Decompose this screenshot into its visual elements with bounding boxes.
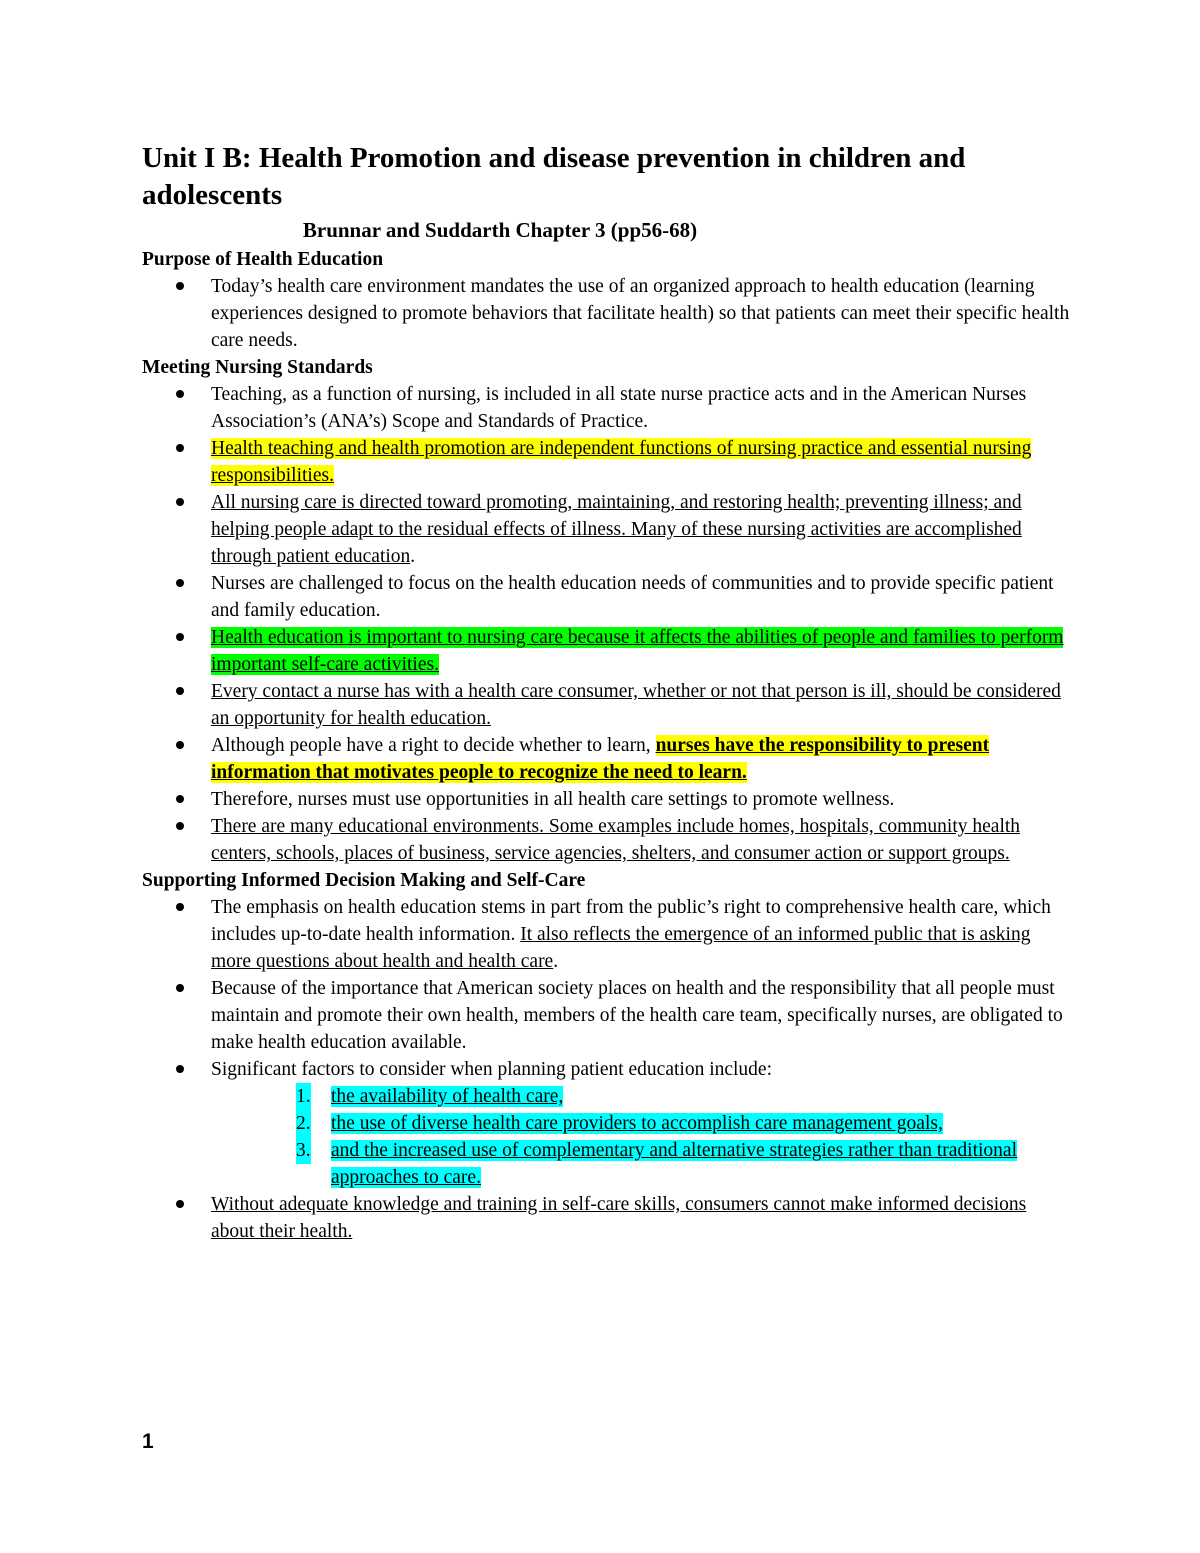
bullet-text: Therefore, nurses must use opportunities in all health care settings to promote wellness. xyxy=(211,789,895,810)
highlighted-bold-text: nurses have the responsibility to present information that motivates people to recognize the need to learn. xyxy=(211,735,990,783)
document-title: Unit I B: Health Promotion and disease prevention in children and adolescents xyxy=(142,142,966,211)
document-body xyxy=(142,246,1072,1245)
list-item xyxy=(142,570,1072,624)
list-item xyxy=(142,1137,1072,1191)
list-item xyxy=(142,273,1072,354)
list-item xyxy=(142,1083,1072,1110)
list-item xyxy=(142,1191,1072,1245)
purpose-list xyxy=(142,273,1072,354)
list-number: 3. xyxy=(296,1137,311,1164)
highlighted-text: the availability of health care, xyxy=(331,1086,564,1107)
underlined-text: There are many educational environments. Some examples include homes, hospitals, community health centers, schools, places of business, service agencies, shelters, and consumer action or support groups. xyxy=(211,816,1021,864)
list-item xyxy=(142,732,1072,786)
decision-list-continued xyxy=(142,1191,1072,1245)
bullet-text: Today’s health care environment mandates the use of an organized approach to health education (learning experiences designed to promote behaviors that facilitate health) so that patients can meet their specific health care needs. xyxy=(211,276,1070,351)
list-item xyxy=(142,624,1072,678)
highlighted-text: Health education is important to nursing care because it affects the abilities of people and families to perform important self-care activities. xyxy=(211,627,1064,675)
highlighted-text: the use of diverse health care providers to accomplish care management goals, xyxy=(331,1113,943,1134)
section-heading-decision-making: Supporting Informed Decision Making and Self-Care xyxy=(142,870,586,891)
list-item xyxy=(142,381,1072,435)
page-number: 1 xyxy=(142,1430,154,1453)
highlighted-text: and the increased use of complementary and alternative strategies rather than traditional approaches to care. xyxy=(331,1140,1018,1188)
list-item xyxy=(142,435,1072,489)
section-heading-standards: Meeting Nursing Standards xyxy=(142,357,373,378)
bullet-text: Nurses are challenged to focus on the health education needs of communities and to provide specific patient and family education. xyxy=(211,573,1054,621)
period-text: . xyxy=(553,951,559,972)
highlighted-text: Health teaching and health promotion are independent functions of nursing practice and essential nursing responsibilities. xyxy=(211,438,1032,486)
underlined-text: It also reflects the emergence of an informed public that is asking more questions about health and health care xyxy=(211,924,1031,972)
list-number: 1. xyxy=(296,1083,311,1110)
bullet-text: Significant factors to consider when planning patient education include: xyxy=(211,1059,773,1080)
bullet-text: Although people have a right to decide whether to learn, xyxy=(211,735,656,756)
list-item xyxy=(142,894,1072,975)
bullet-text: Teaching, as a function of nursing, is included in all state nurse practice acts and in the American Nurses Association’s (ANA’s) Scope and Standards of Practice. xyxy=(211,384,1027,432)
list-number: 2. xyxy=(296,1110,311,1137)
bullet-text: The emphasis on health education stems in part from the public’s right to comprehensive health care, which includes up-to-date health information. xyxy=(211,897,1051,945)
list-item xyxy=(142,678,1072,732)
underlined-text: Without adequate knowledge and training in self-care skills, consumers cannot make informed decisions about their health. xyxy=(211,1194,1027,1242)
decision-list xyxy=(142,894,1072,1083)
underlined-text: Every contact a nurse has with a health care consumer, whether or not that person is ill, should be considered an opportunity for health education. xyxy=(211,681,1061,729)
list-item xyxy=(142,975,1072,1056)
period-text: . xyxy=(410,546,416,567)
section-heading-purpose: Purpose of Health Education xyxy=(142,249,384,270)
list-item xyxy=(142,489,1072,570)
list-item xyxy=(142,1056,1072,1083)
factors-list xyxy=(142,1083,1072,1191)
document-subtitle: Brunnar and Suddarth Chapter 3 (pp56-68) xyxy=(302,218,698,242)
bullet-text: Because of the importance that American society places on health and the responsibility that all people must maintain and promote their own health, members of the health care team, specifically nurses, are obligated to make health education available. xyxy=(211,978,1063,1053)
list-item xyxy=(142,813,1072,867)
underlined-text: All nursing care is directed toward promoting, maintaining, and restoring health; preventing illness; and helping people adapt to the residual effects of illness. Many of these nursing activities are accomplished through patient education xyxy=(211,492,1022,567)
standards-list xyxy=(142,381,1072,867)
list-item xyxy=(142,1110,1072,1137)
list-item xyxy=(142,786,1072,813)
